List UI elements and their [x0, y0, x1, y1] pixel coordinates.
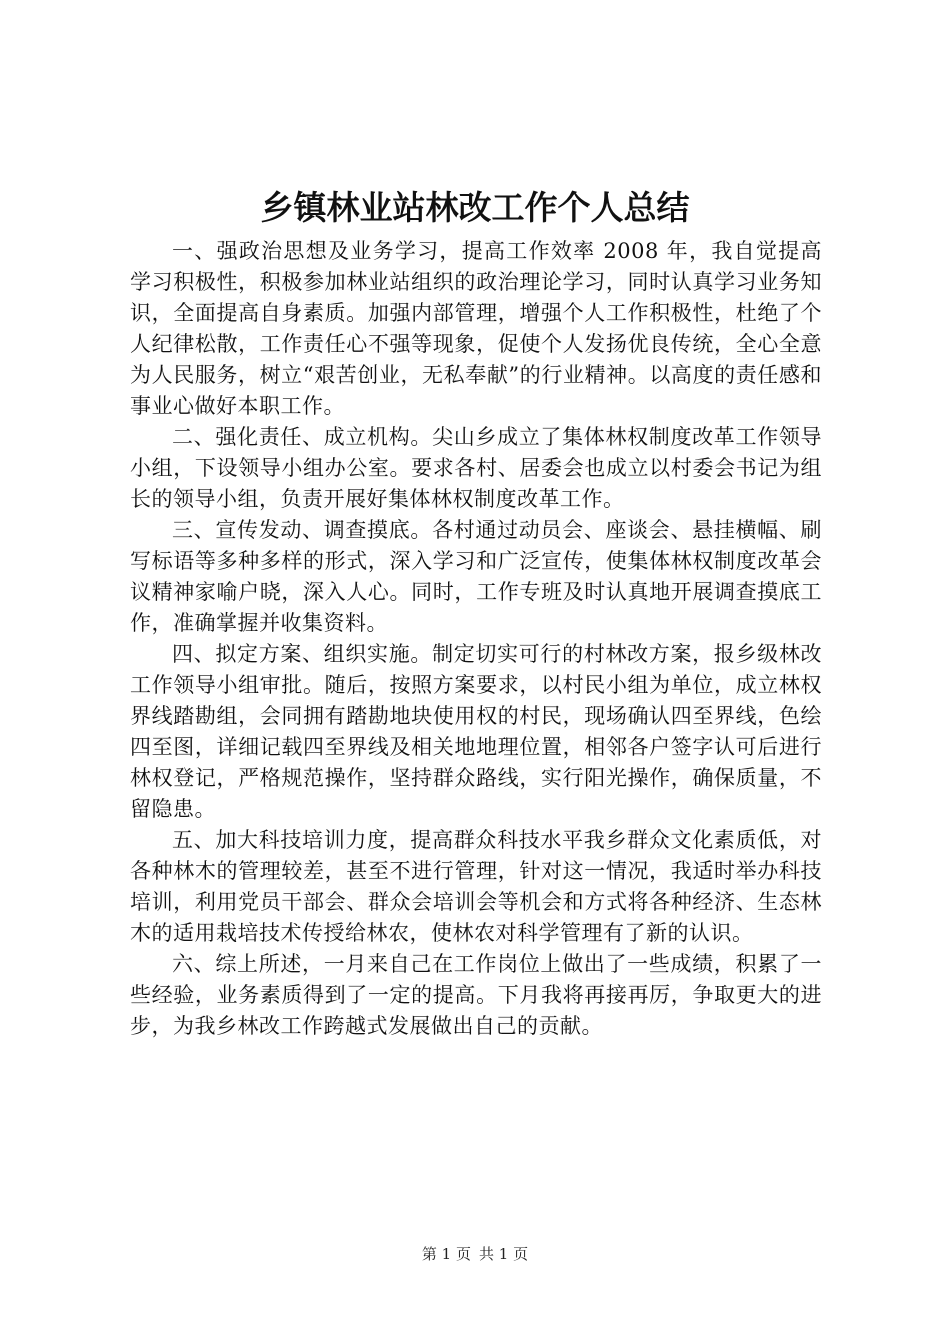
- document-body: [130, 236, 822, 1042]
- paragraph-6: 六、综上所述，一月来自己在工作岗位上做出了一些成绩，积累了一些经验，业务素质得到了一定的提高。下月我将再接再厉，争取更大的进步，为我乡林改工作跨越式发展做出自己的贡献。: [130, 952, 822, 1038]
- page-footer: [0, 1244, 950, 1264]
- paragraph-4: 四、拟定方案、组织实施。制定切实可行的村林改方案，报乡级林改工作领导小组审批。随后，按照方案要求，以村民小组为单位，成立林权界线踏勘组，会同拥有踏勘地块使用权的村民，现场确认四至界线，色绘四至图，详细记载四至界线及相关地地理位置，相邻各户签字认可后进行林权登记，严格规范操作，坚持群众路线，实行阳光操作，确保质量，不留隐患。: [130, 642, 822, 821]
- paragraph-3: 三、宣传发动、调查摸底。各村通过动员会、座谈会、悬挂横幅、刷写标语等多种多样的形式，深入学习和广泛宣传，使集体林权制度改革会议精神家喻户晓，深入人心。同时，工作专班及时认真地开展调查摸底工作，准确掌握并收集资料。: [130, 518, 822, 635]
- paragraph-1: 一、强政治思想及业务学习，提高工作效率 2008 年，我自觉提高学习积极性，积极参加林业站组织的政治理论学习，同时认真学习业务知识，全面提高自身素质。加强内部管理，增强个人工作积极性，杜绝了个人纪律松散，工作责任心不强等现象，促使个人发扬优良传统，全心全意为人民服务，树立“艰苦创业，无私奉献”的行业精神。以高度的责任感和事业心做好本职工作。: [130, 239, 822, 418]
- paragraph-5: 五、加大科技培训力度，提高群众科技水平我乡群众文化素质低，对各种林木的管理较差，甚至不进行管理，针对这一情况，我适时举办科技培训，利用党员干部会、群众会培训会等机会和方式将各种经济、生态林木的适用栽培技术传授给林农，使林农对科学管理有了新的认识。: [130, 828, 822, 945]
- paragraph-2: 二、强化责任、成立机构。尖山乡成立了集体林权制度改革工作领导小组，下设领导小组办公室。要求各村、居委会也成立以村委会书记为组长的领导小组，负责开展好集体林权制度改革工作。: [130, 425, 822, 511]
- page-number: 第 1 页: [421, 1245, 471, 1263]
- page-total: 共 1 页: [479, 1245, 529, 1263]
- document-title: 乡镇林业站林改工作个人总结: [260, 188, 690, 227]
